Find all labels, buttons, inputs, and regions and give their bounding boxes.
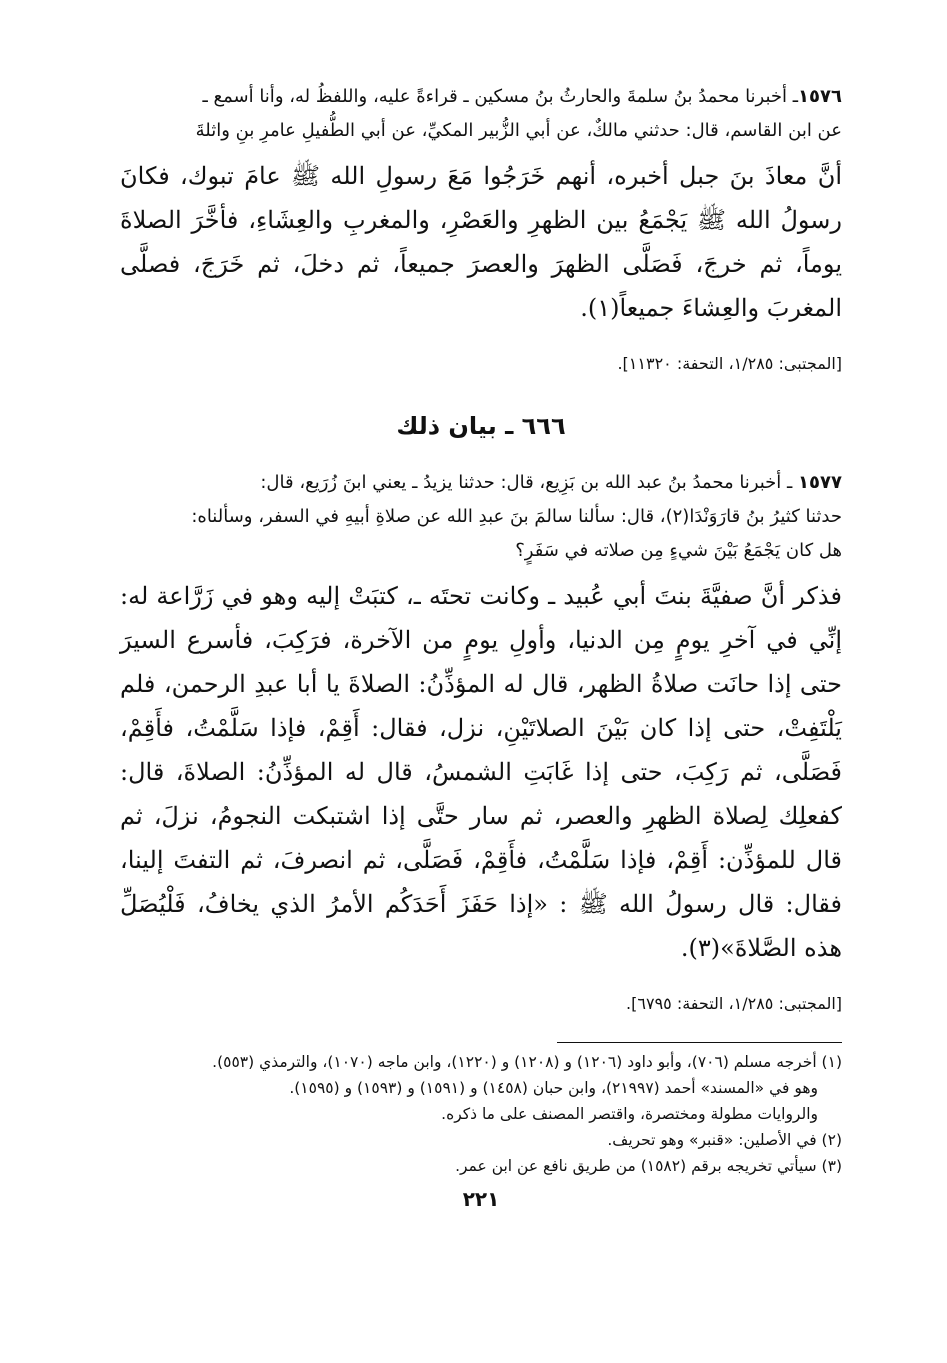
chapter-heading: ٦٦٦ ـ بيان ذلك bbox=[396, 412, 566, 440]
isnad-line: هل كان يَجْمَعُ بَيْنَ شيءٍ مِن صلاته في سَفَرٍ؟ bbox=[515, 540, 842, 561]
footnote-1-continuation: وهو في «المسند» أحمد (٢١٩٩٧)، وابن حبان (١٤٥٨) و (١٥٩١) و (١٥٩٣) و (١٥٩٥). bbox=[289, 1079, 818, 1097]
footnote-divider bbox=[557, 1042, 842, 1043]
hadith-1577-reference: [المجتبى: ١/٢٨٥، التحفة: ٦٧٩٥]. bbox=[626, 994, 842, 1013]
isnad-line: عن ابن القاسم، قال: حدثني مالكٌ، عن أبي الزُّبير المكيِّ، عن أبي الطُّفيلِ عامرِ بنِ واثلةَ bbox=[195, 120, 842, 141]
page-number: ٢٢١ bbox=[462, 1187, 500, 1211]
isnad-line: ـ أخبرنا محمدُ بنُ سلمةَ والحارثُ بنُ مسكين ـ قراءةً عليه، واللفظُ له، وأنا أسمع ـ bbox=[202, 86, 799, 107]
footnote-3: (٣) سيأتي تخريجه برقم (١٥٨٢) من طريق نافع عن ابن عمر. bbox=[455, 1157, 842, 1175]
hadith-1577-isnad bbox=[120, 466, 842, 568]
document-page bbox=[120, 80, 842, 1211]
isnad-line: حدثنا كثيرُ بنُ قارَوَنْدَا(٢)، قال: سألنا سالمَ بنَ عبدِ الله عن صلاةِ أبيهِ في السفر، وسألناه: bbox=[191, 506, 842, 527]
isnad-line: ـ أخبرنا محمدُ بنُ عبد الله بن بَزِيع، قال: حدثنا يزيدُ ـ يعني ابنَ زُرَيع، قال: bbox=[260, 472, 793, 493]
hadith-number: ١٥٧٧ bbox=[798, 472, 842, 493]
hadith-1576-matn: أنَّ معاذَ بنَ جبل أخبره، أنهم خَرَجُوا مَعَ رسولِ الله ﷺ عامَ تبوك، فكانَ رسولُ الله ﷺ يَجْمَعُ بين الظهرِ والعَصْرِ، والمغربِ والعِشَاءِ، فأخَّرَ الصلاةَ يوماً، ثم خرجَ، فَصَلَّى الظهرَ والعصرَ جميعاً، ثم دخلَ، ثم خَرَجَ، فصلَّى المغربَ والعِشاءَ جميعاً(١). bbox=[120, 162, 842, 322]
footnotes bbox=[120, 1049, 842, 1179]
footnote-1-continuation: والروايات مطولة ومختصرة، واقتصر المصنف على ما ذكره. bbox=[441, 1105, 818, 1123]
hadith-1576-reference: [المجتبى: ١/٢٨٥، التحفة: ١١٣٢٠]. bbox=[617, 354, 842, 373]
footnote-1: (١) أخرجه مسلم (٧٠٦)، وأبو داود (١٢٠٦) و (١٢٠٨) و (١٢٢٠)، وابن ماجه (١٠٧٠)، والترمذي (٥٥٣). bbox=[212, 1053, 842, 1071]
hadith-number: ١٥٧٦ bbox=[798, 86, 842, 107]
footnote-2: (٢) في الأصلين: «قنبر» وهو تحريف. bbox=[607, 1131, 842, 1149]
hadith-1577-matn: فذكر أنَّ صفيَّةَ بنتَ أبي عُبيد ـ وكانت تحتَه ـ، كتبَتْ إليه وهو في زَرَّاعة له: إنِّي في آخرِ يومٍ مِن الدنيا، وأولِ يومٍ من الآخرة، فرَكِبَ، فأسرع السيرَ حتى إذا حانَت صلاةُ الظهر، قال له المؤذِّنُ: الصلاةَ يا أبا عبدِ الرحمن، فلم يَلْتَفِتْ، حتى إذا كان بَيْنَ الصلاتَيْنِ، نزل، فقال: أَقِمْ، فإذا سَلَّمْتُ، فأَقِمْ، فَصَلَّى، ثم رَكِبَ، حتى إذا غَابَتِ الشمسُ، قال له المؤذِّنُ: الصلاةَ، قال: كفعلِك لِصلاة الظهرِ والعصر، ثم سار حتَّى إذا اشتبكت النجومُ، نزلَ، ثم قال للمؤذِّن: أَقِمْ، فإذا سَلَّمْتُ، فأَقِمْ، فَصَلَّى، ثم انصرفَ، ثم التفتَ إلينا، فقال: قال رسولُ الله ﷺ : «إذا حَفَزَ أَحَدَكُم الأمرُ الذي يخافُ، فَلْيُصَلِّ هذه الصَّلاةَ»(٣). bbox=[120, 582, 843, 962]
hadith-1576-isnad bbox=[120, 80, 842, 148]
